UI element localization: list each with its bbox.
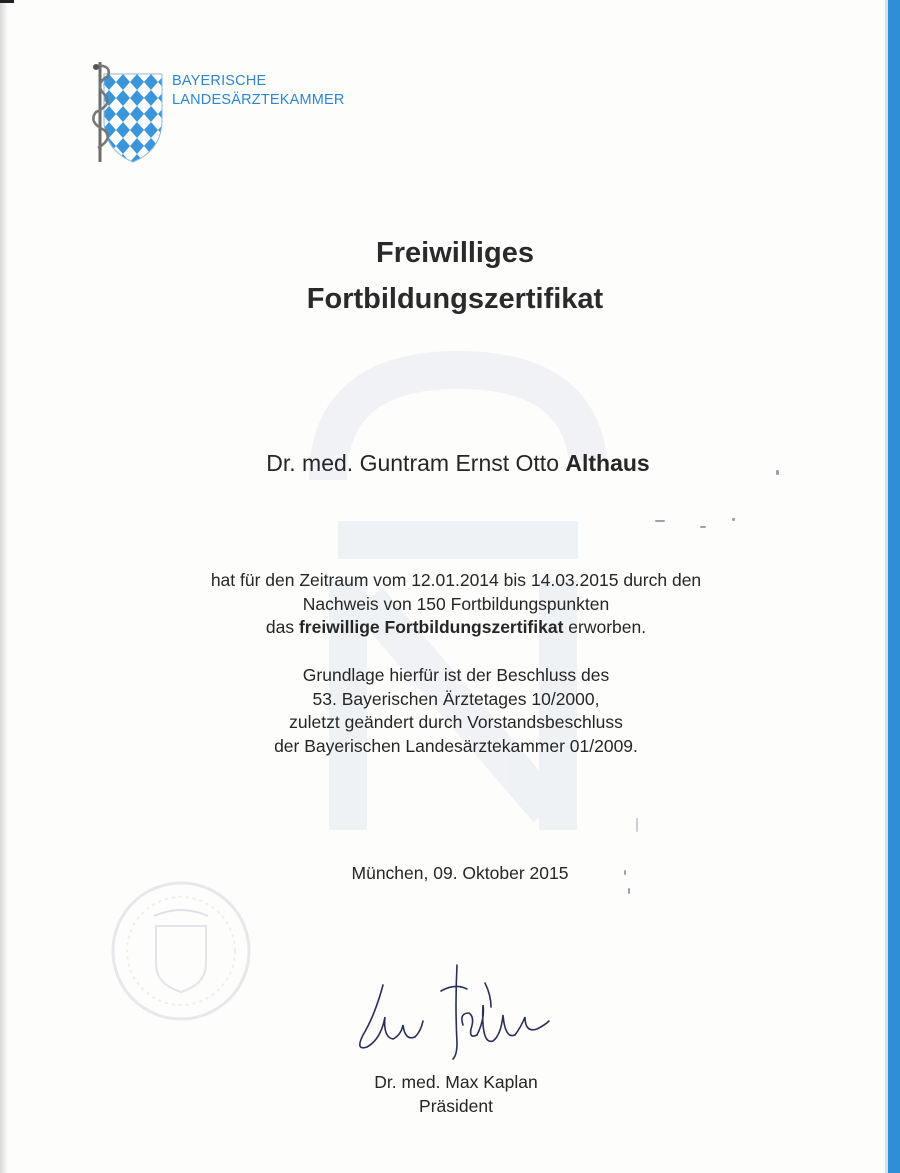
scan-speck <box>700 526 706 528</box>
chamber-logo <box>88 58 358 166</box>
holder-surname: Althaus <box>565 450 650 476</box>
scan-speck <box>628 888 630 894</box>
basis-paragraph <box>0 664 900 758</box>
statement-text: erworben. <box>563 617 647 638</box>
statement-line: hat für den Zeitraum vom 12.01.2014 bis 14.03.2015 durch den <box>210 570 702 590</box>
embossed-seal-icon <box>106 876 256 1026</box>
logo-text-line2: LANDESÄRZTEKAMMER <box>172 92 345 108</box>
certificate-title-line2: Fortbildungszertifikat <box>306 283 604 315</box>
basis-line: Grundlage hierfür ist der Beschluss des <box>302 665 610 685</box>
scan-speck <box>732 518 735 521</box>
statement-text: das <box>265 617 299 638</box>
scan-speck <box>655 520 665 522</box>
signer-role: Präsident <box>419 1096 493 1116</box>
signer-name: Dr. med. Max Kaplan <box>374 1072 538 1092</box>
place-and-date: München, 09. Oktober 2015 <box>351 863 569 883</box>
basis-line: 53. Bayerischen Ärztetages 10/2000, <box>312 688 600 709</box>
handwritten-signature <box>345 955 565 1065</box>
logo-text-line1: BAYERISCHE <box>172 73 267 89</box>
aesculapian-staff-icon <box>88 58 128 166</box>
basis-line: zuletzt geändert durch Vorstandsbeschluss <box>289 712 623 733</box>
scan-corner-mark <box>0 0 14 3</box>
statement-paragraph <box>0 569 900 640</box>
statement-line <box>0 616 900 640</box>
scan-speck <box>636 818 638 832</box>
scan-speck <box>776 470 779 475</box>
certificate-holder <box>0 450 900 477</box>
basis-line: der Bayerischen Landesärztekammer 01/2009. <box>274 735 638 756</box>
scan-speck <box>624 870 626 875</box>
certificate-title-line1: Freiwilliges <box>376 237 534 269</box>
holder-name-prefix: Dr. med. Guntram Ernst Otto <box>266 450 566 476</box>
certificate-type-bold: freiwillige Fortbildungszertifikat <box>298 617 564 638</box>
statement-line: Nachweis von 150 Fortbildungspunkten <box>302 593 610 614</box>
